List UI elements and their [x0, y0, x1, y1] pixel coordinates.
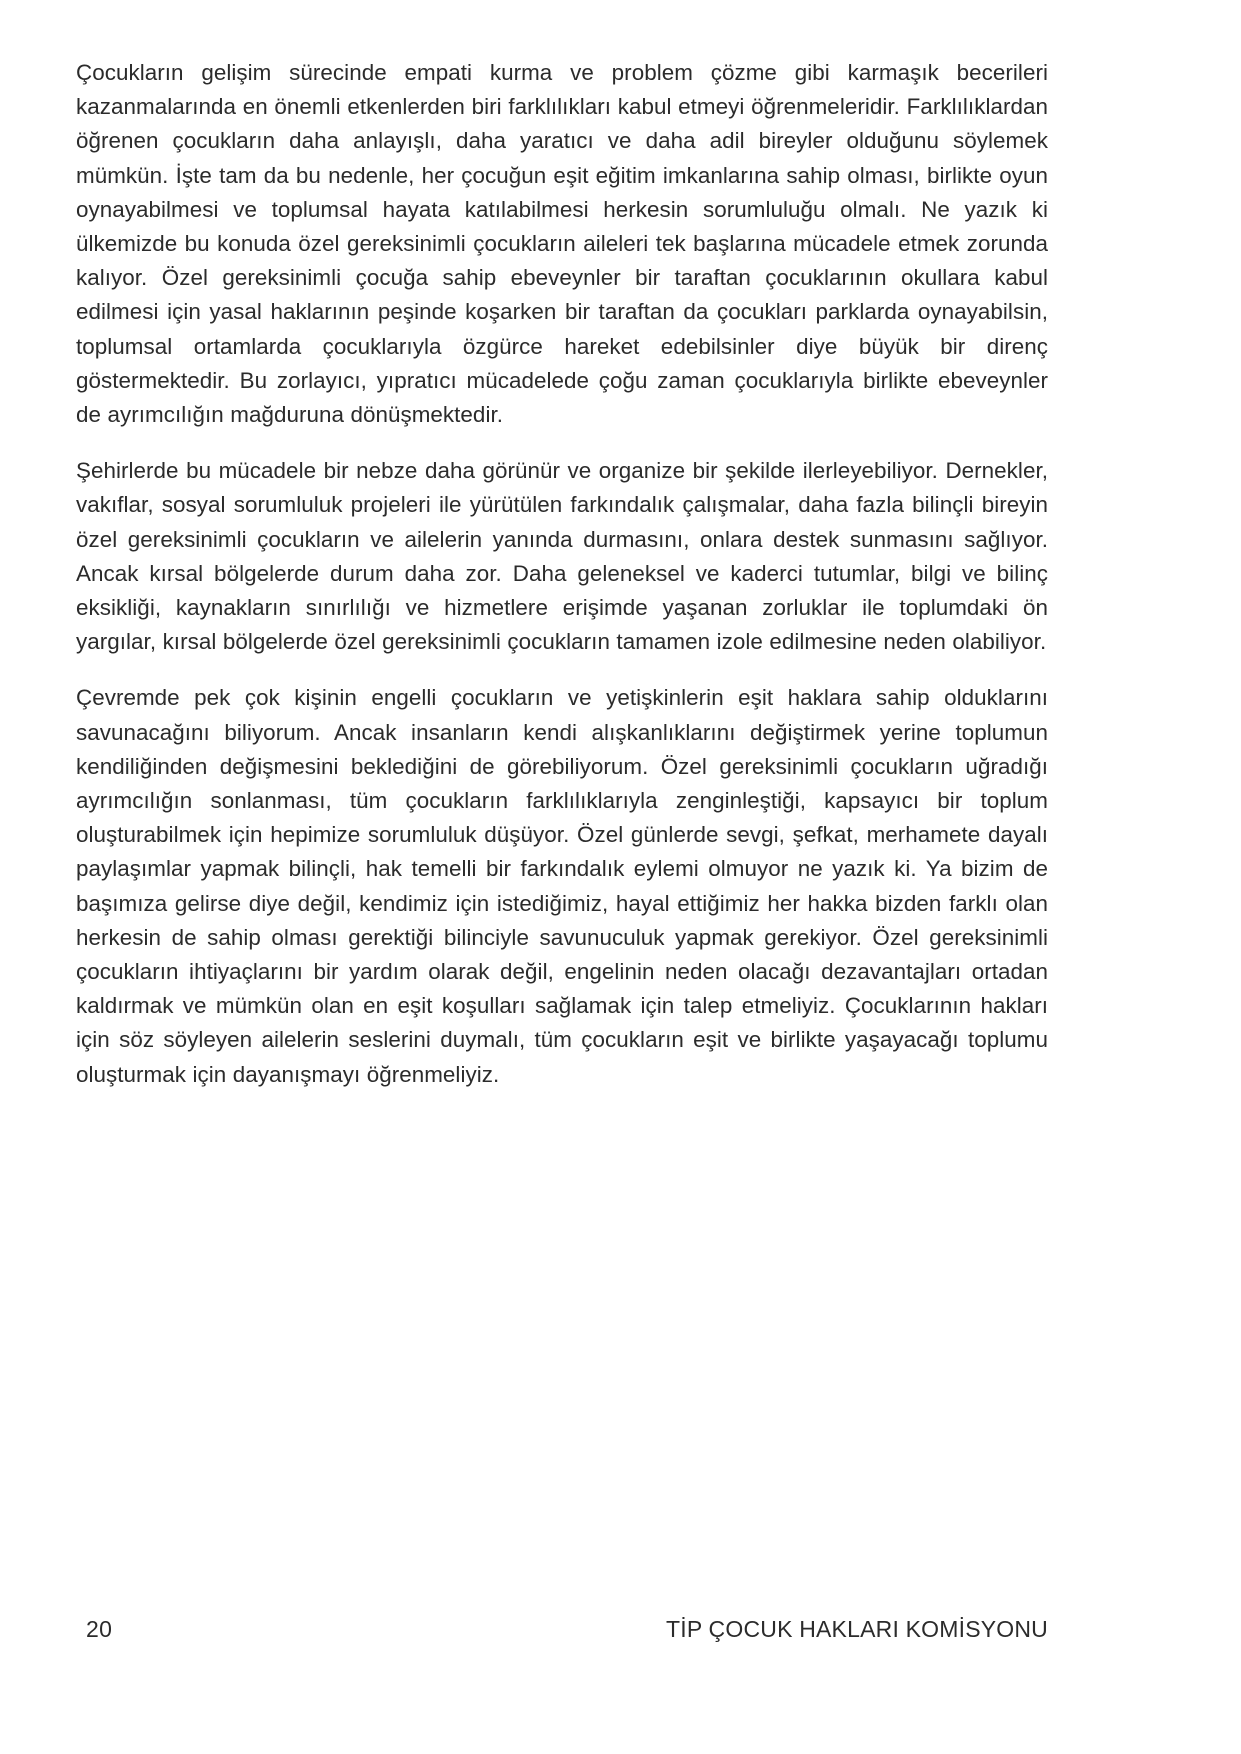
page-number: 20 — [86, 1616, 113, 1642]
body-paragraph-2: Şehirlerde bu mücadele bir nebze daha görünür ve organize bir şekilde ilerleyebiliyor. Dernekler, vakıflar, sosyal sorumluluk projeleri ile yürütülen farkındalık çalışmalar, daha fazla bilinçli bireyin özel gereksinimli çocukların ve ailelerin yanında durmasını, onlara destek sunmasını sağlıyor. Ancak kırsal bölgelerde durum daha zor. Daha geleneksel ve kaderci tutumlar, bilgi ve bilinç eksikliği, kaynakların sınırlılığı ve hizmetlere erişimde yaşanan zorluklar ile toplumdaki ön yargılar, kırsal bölgelerde özel gereksinimli çocukların tamamen izole edilmesine neden olabiliyor. — [76, 458, 1048, 655]
body-paragraph-1: Çocukların gelişim sürecinde empati kurma ve problem çözme gibi karmaşık becerileri kazanmalarında en önemli etkenlerden biri farklılıkları kabul etmeyi öğrenmeleridir. Farklılıklardan öğrenen çocukların daha anlayışlı, daha yaratıcı ve daha adil bireyler olduğunu söylemek mümkün. İşte tam da bu nedenle, her çocuğun eşit eğitim imkanlarına sahip olması, birlikte oyun oynayabilmesi ve toplumsal hayata katılabilmesi herkesin sorumluluğu olmalı. Ne yazık ki ülkemizde bu konuda özel gereksinimli çocukların aileleri tek başlarına mücadele etmek zorunda kalıyor. Özel gereksinimli çocuğa sahip ebeveynler bir taraftan çocuklarının okullara kabul edilmesi için yasal haklarının peşinde koşarken bir taraftan da çocukları parklarda oynayabilsin, toplumsal ortamlarda çocuklarıyla özgürce hareket edebilsinler diye büyük bir direnç göstermektedir. Bu zorlayıcı, yıpratıcı mücadelede çoğu zaman çocuklarıyla birlikte ebeveynler de ayrımcılığın mağduruna dönüşmektedir. — [76, 60, 1048, 428]
page-body — [76, 56, 1048, 1092]
page-footer — [76, 1612, 1048, 1652]
body-paragraph-3: Çevremde pek çok kişinin engelli çocukların ve yetişkinlerin eşit haklara sahip olduklarını savunacağını biliyorum. Ancak insanların kendi alışkanlıklarını değiştirmek yerine toplumun kendiliğinden değişmesini beklediğini de görebiliyorum. Özel gereksinimli çocukların uğradığı ayrımcılığın sonlanması, tüm çocukların farklılıklarıyla zenginleştiği, kapsayıcı bir toplum oluşturabilmek için hepimize sorumluluk düşüyor. Özel günlerde sevgi, şefkat, merhamete dayalı paylaşımlar yapmak bilinçli, hak temelli bir farkındalık eylemi olmuyor ne yazık ki. Ya bizim de başımıza gelirse diye değil, kendimiz için istediğimiz, hayal ettiğimiz her hakka bizden farklı olan herkesin de sahip olması gerektiği bilinciyle savunuculuk yapmak gerekiyor. Özel gereksinimli çocukların ihtiyaçlarını bir yardım olarak değil, engelinin neden olacağı dezavantajları ortadan kaldırmak ve mümkün olan en eşit koşulları sağlamak için talep etmeliyiz. Çocuklarının hakları için söz söyleyen ailelerin seslerini duymalı, tüm çocukların eşit ve birlikte yaşayacağı toplumu oluşturmak için dayanışmayı öğrenmeliyiz. — [76, 685, 1048, 1087]
footer-organization-name: TİP ÇOCUK HAKLARI KOMİSYONU — [666, 1616, 1048, 1642]
